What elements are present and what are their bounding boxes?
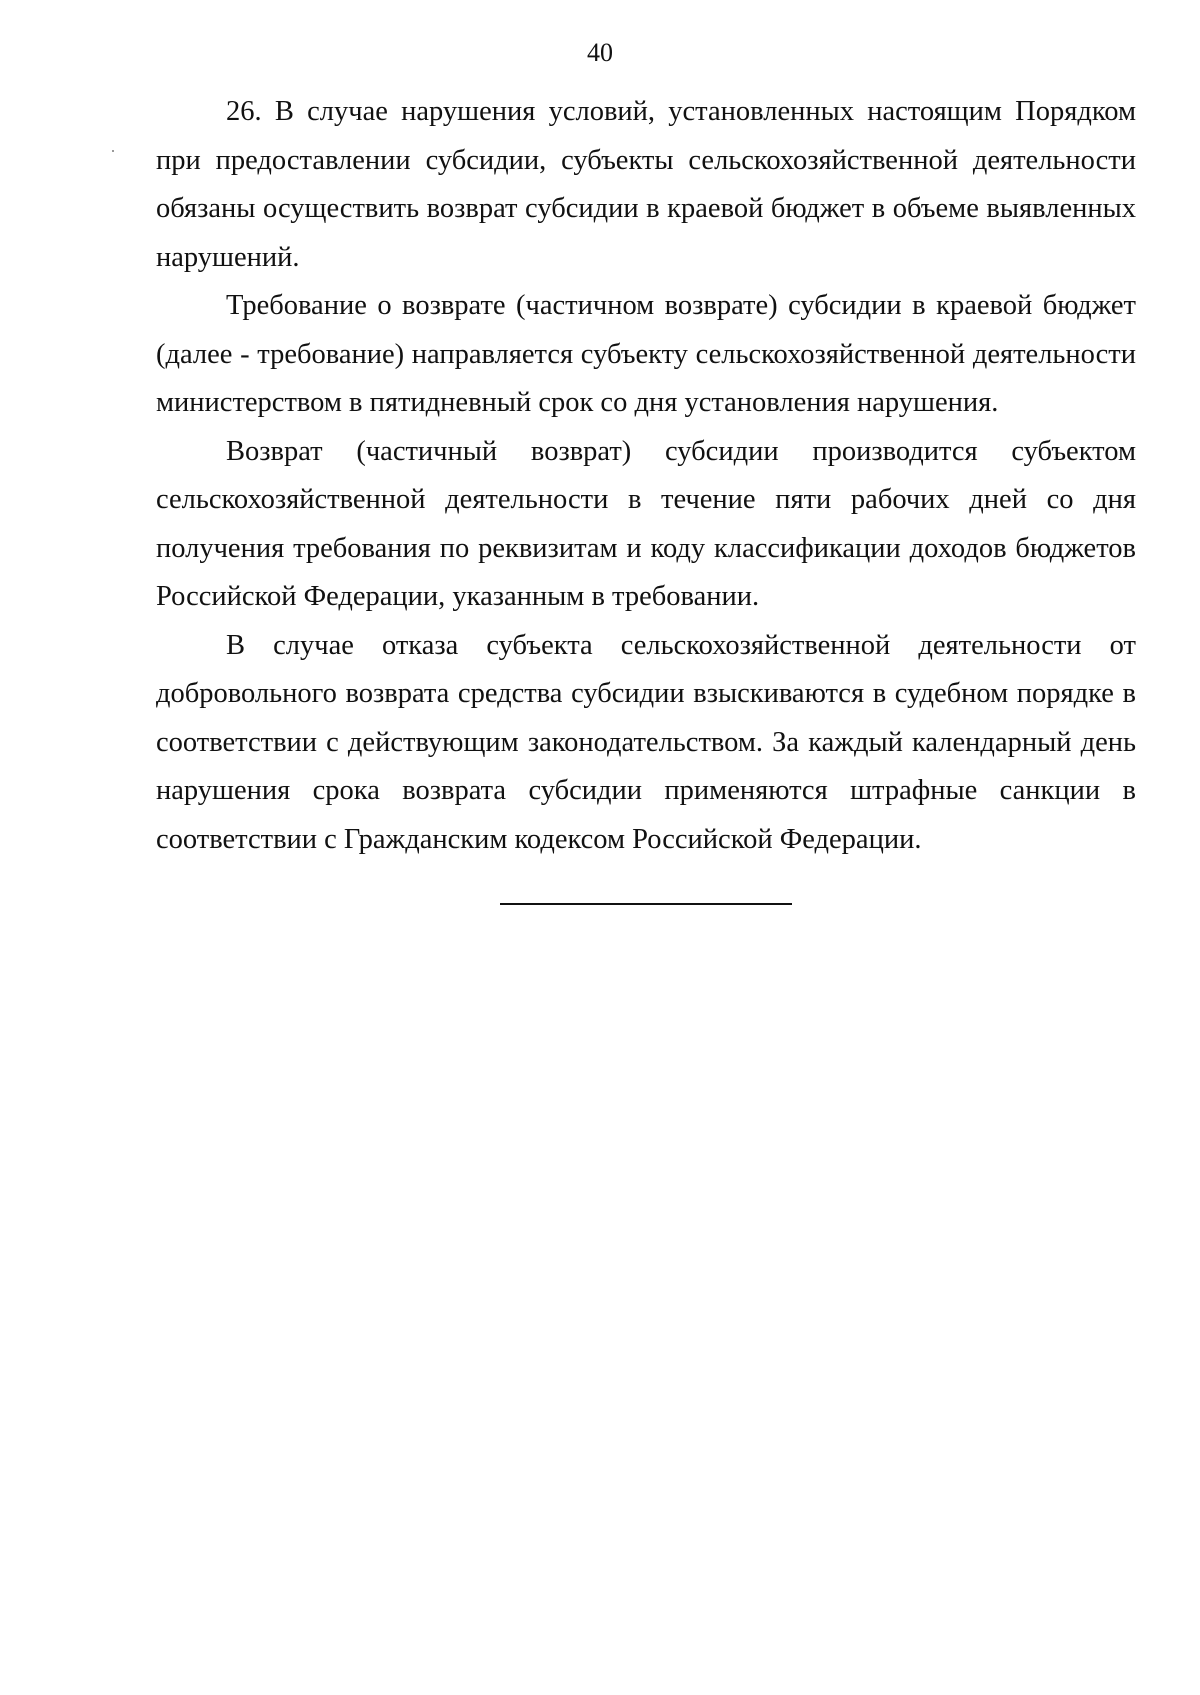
paragraph-court-recovery: В случае отказа субъекта сельскохозяйственной деятельности от добровольного возврата средства субсидии взыскиваются в судебном порядке в соответствии с действующим законодательством. За каждый календарный день нарушения срока возврата субсидии применяются штрафные санкции в соответствии с Гражданским кодексом Российской Федерации.	[156, 629, 1136, 855]
scan-artifact-dot	[112, 150, 114, 152]
paragraph-26-violation-refund: 26. В случае нарушения условий, установленных настоящим Порядком при предоставлении субсидии, субъекты сельскохозяйственной деятельности обязаны осуществить возврат субсидии в краевой бюджет в объеме выявленных нарушений.	[156, 96, 1136, 273]
document-body	[156, 88, 1136, 864]
end-of-text-rule	[500, 903, 792, 905]
page-number: 40	[587, 38, 613, 67]
paragraph-refund-procedure: Возврат (частичный возврат) субсидии производится субъектом сельскохозяйственной деятельности в течение пяти рабочих дней со дня получения требования по реквизитам и коду классификации доходов бюджетов Российской Федерации, указанным в требовании.	[156, 435, 1136, 612]
paragraph-refund-demand: Требование о возврате (частичном возврате) субсидии в краевой бюджет (далее - требование) направляется субъекту сельскохозяйственной деятельности министерством в пятидневный срок со дня установления нарушения.	[156, 290, 1136, 418]
